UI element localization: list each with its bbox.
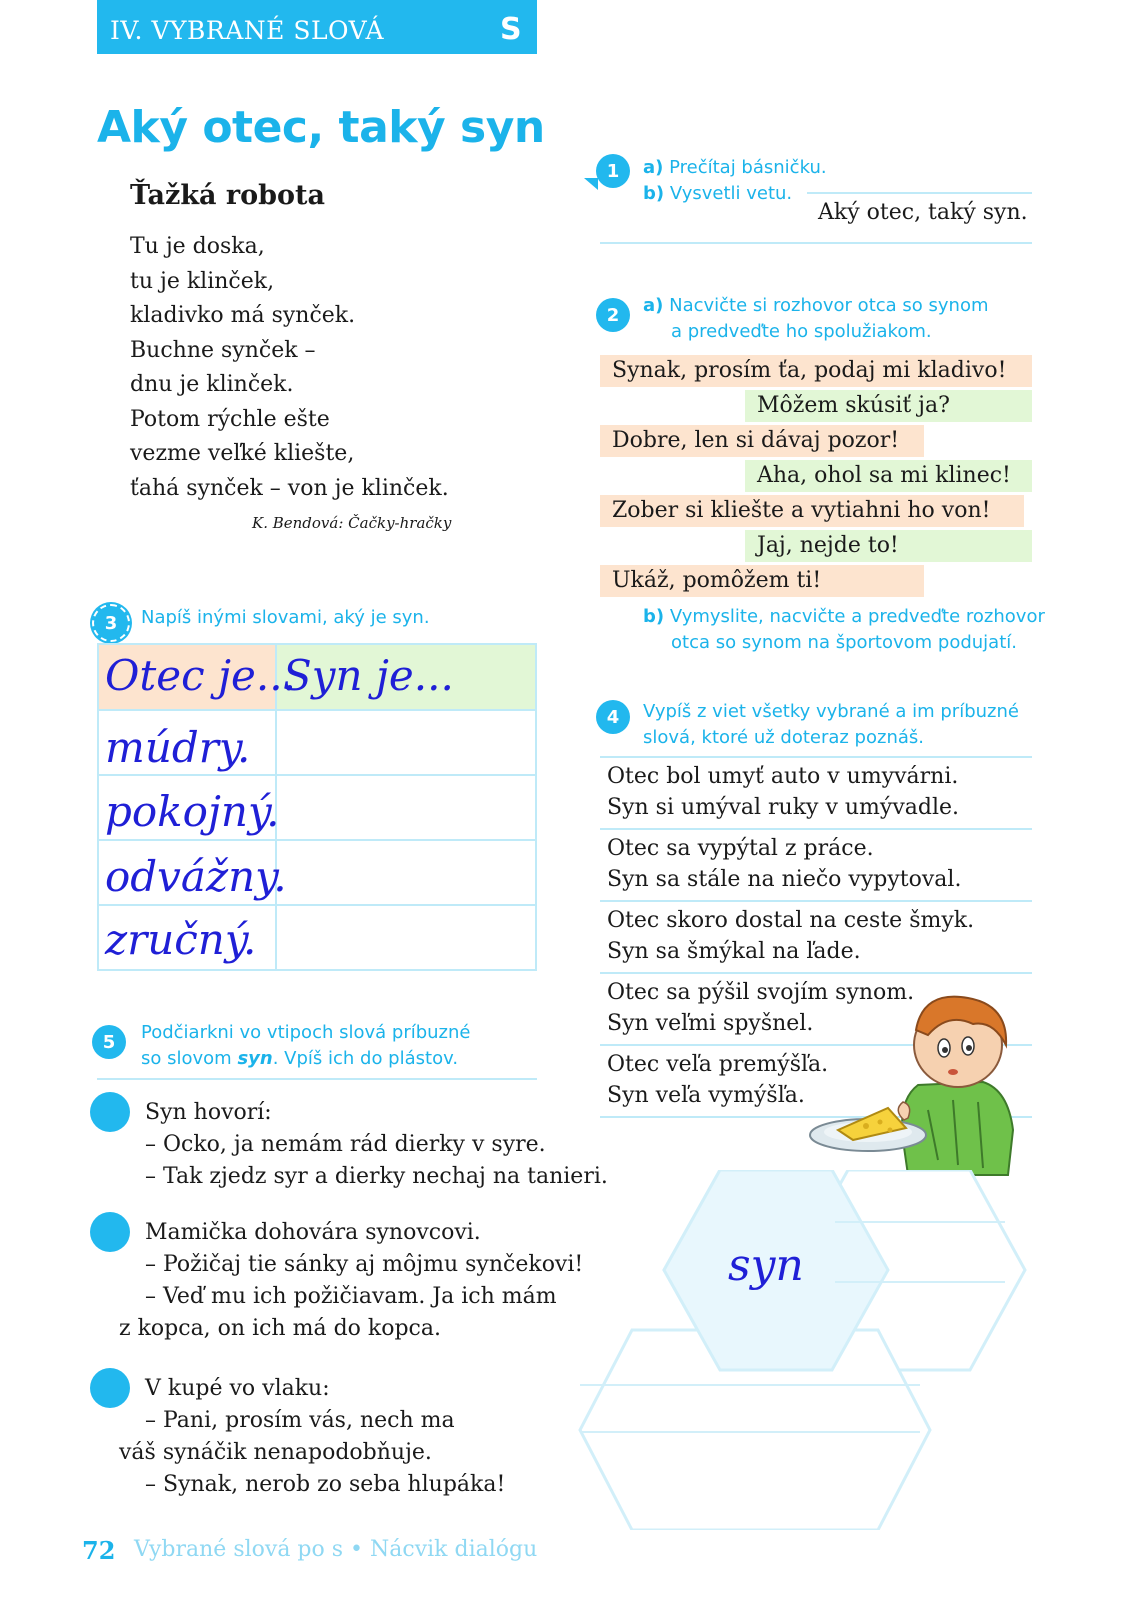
sentence-pair bbox=[607, 905, 974, 967]
answer-table bbox=[97, 643, 537, 971]
exercise-2b-instruction bbox=[643, 604, 1045, 656]
dialogue-son-line: Môžem skúsiť ja? bbox=[745, 390, 1032, 422]
answer-cell[interactable] bbox=[279, 711, 535, 774]
handwritten-word: zručný. bbox=[105, 915, 257, 964]
exercise-5-number: 5 bbox=[92, 1025, 126, 1059]
dialogue-father-line: Dobre, len si dávaj pozor! bbox=[600, 425, 924, 457]
exercise-5-instruction bbox=[141, 1020, 470, 1072]
sentence: Syn si umýval ruky v umývadle. bbox=[607, 795, 960, 820]
section-letter: S bbox=[500, 12, 522, 47]
text: so slovom bbox=[141, 1048, 238, 1069]
sentence: Otec sa pýšil svojím synom. bbox=[607, 980, 915, 1005]
answer-line[interactable] bbox=[600, 242, 1032, 244]
dialogue-father-line: Synak, prosím ťa, podaj mi kladivo! bbox=[600, 355, 1032, 387]
speech-bubble-tail-icon bbox=[584, 178, 598, 190]
joke-3 bbox=[119, 1373, 506, 1501]
poem-line: Potom rýchle ešte bbox=[130, 406, 330, 432]
joke-bullet-icon bbox=[90, 1092, 130, 1132]
exercise-1a-instruction bbox=[643, 155, 827, 181]
dialogue-father-line: Zober si kliešte a vytiahni ho von! bbox=[600, 495, 1024, 527]
honeycomb bbox=[570, 1170, 1032, 1530]
poem-line: Buchne synček – bbox=[130, 337, 316, 363]
joke-1 bbox=[145, 1097, 608, 1193]
exercise-1a-text: Prečítaj básničku. bbox=[669, 157, 827, 178]
poem-line: ťahá synček – von je klinček. bbox=[130, 475, 449, 501]
divider bbox=[97, 1078, 537, 1080]
honeycomb-word: syn bbox=[728, 1240, 804, 1291]
sentence: Otec veľa premýšľa. bbox=[607, 1052, 829, 1077]
divider bbox=[807, 192, 1032, 194]
answer-cell[interactable] bbox=[279, 841, 535, 904]
poem-line: tu je klinček, bbox=[130, 268, 275, 294]
label-a: a) bbox=[643, 295, 664, 316]
divider bbox=[600, 756, 1032, 758]
sentence: Syn veľmi spyšnel. bbox=[607, 1011, 814, 1036]
answer-line[interactable] bbox=[600, 900, 1032, 902]
exercise-3-number: 3 bbox=[92, 604, 130, 642]
answer-line[interactable] bbox=[600, 972, 1032, 974]
boy-with-cheese-illustration bbox=[808, 990, 1018, 1190]
joke-line: váš synáčik nenapodobňuje. bbox=[119, 1440, 432, 1465]
answer-cell[interactable] bbox=[279, 776, 535, 839]
exercise-2b-line: Vymyslite, nacvičte a predveďte rozhovor bbox=[669, 606, 1045, 627]
sentence-pair bbox=[607, 833, 961, 895]
sentence-pair bbox=[607, 1049, 828, 1111]
joke-line: V kupé vo vlaku: bbox=[145, 1376, 330, 1401]
exercise-4-number: 4 bbox=[596, 700, 630, 734]
joke-line: z kopca, on ich má do kopca. bbox=[119, 1316, 441, 1341]
exercise-2a-line: Nacvičte si rozhovor otca so synom bbox=[669, 295, 989, 316]
exercise-1b-instruction bbox=[643, 181, 792, 207]
page-title: Aký otec, taký syn bbox=[97, 102, 545, 153]
label-a: a) bbox=[643, 157, 664, 178]
joke-line: – Požičaj tie sánky aj môjmu synčekovi! bbox=[145, 1252, 584, 1277]
label-b: b) bbox=[643, 606, 665, 627]
sentence: Syn veľa vymýšľa. bbox=[607, 1083, 805, 1108]
joke-bullet-icon bbox=[90, 1368, 130, 1408]
dialogue-son-line: Aha, ohol sa mi klinec! bbox=[745, 460, 1032, 492]
joke-line: Syn hovorí: bbox=[145, 1100, 272, 1125]
answer-line[interactable] bbox=[600, 828, 1032, 830]
exercise-1b-text: Vysvetli vetu. bbox=[669, 183, 793, 204]
exercise-1-sentence: Aký otec, taký syn. bbox=[818, 200, 1028, 225]
poem-line: vezme veľké kliešte, bbox=[130, 441, 355, 466]
joke-line: – Pani, prosím vás, nech ma bbox=[145, 1408, 455, 1433]
exercise-2a-instruction bbox=[643, 293, 989, 345]
joke-bullet-icon bbox=[90, 1212, 130, 1252]
exercise-1-number: 1 bbox=[596, 154, 630, 188]
highlighted-word: syn bbox=[237, 1048, 273, 1069]
handwritten-word: odvážny. bbox=[105, 852, 287, 901]
poem-body bbox=[130, 230, 449, 506]
exercise-5-line: Podčiarkni vo vtipoch slová príbuzné bbox=[141, 1022, 471, 1043]
sentence: Otec bol umyť auto v umyvárni. bbox=[607, 764, 959, 789]
joke-line: – Tak zjedz syr a dierky nechaj na tanieri. bbox=[145, 1164, 608, 1189]
poem-title: Ťažká robota bbox=[130, 180, 326, 211]
father-column-header: Otec je... bbox=[105, 651, 296, 700]
sentence: Otec sa vypýtal z práce. bbox=[607, 836, 874, 861]
exercise-4-instruction bbox=[643, 699, 1019, 751]
text: . Vpíš ich do plástov. bbox=[272, 1048, 459, 1069]
poem-line: Tu je doska, bbox=[130, 234, 265, 259]
exercise-4-line: Vypíš z viet všetky vybrané a im príbuzné bbox=[643, 701, 1019, 722]
exercise-2-number: 2 bbox=[596, 298, 630, 332]
section-title: IV. VYBRANÉ SLOVÁ bbox=[110, 16, 385, 45]
handwritten-word: múdry. bbox=[105, 723, 251, 772]
sentence: Syn sa šmýkal na ľade. bbox=[607, 939, 861, 964]
sentence: Otec skoro dostal na ceste šmyk. bbox=[607, 908, 975, 933]
handwritten-word: pokojný. bbox=[105, 787, 280, 836]
exercise-3-instruction: Napíš inými slovami, aký je syn. bbox=[141, 607, 430, 628]
exercise-2b-line: otca so synom na športovom podujatí. bbox=[671, 632, 1017, 653]
joke-line: Mamička dohovára synovcovi. bbox=[145, 1220, 481, 1245]
joke-line: – Veď mu ich požičiavam. Ja ich mám bbox=[145, 1284, 557, 1309]
exercise-5-line bbox=[141, 1046, 470, 1072]
footer-text: Vybrané slová po s • Nácvik dialógu bbox=[134, 1537, 538, 1562]
label-b: b) bbox=[643, 183, 665, 204]
dialogue-son-line: Jaj, nejde to! bbox=[745, 530, 1032, 562]
answer-cell[interactable] bbox=[279, 906, 535, 969]
joke-line: – Ocko, ja nemám rád dierky v syre. bbox=[145, 1132, 546, 1157]
exercise-2a-line: a predveďte ho spolužiakom. bbox=[671, 321, 932, 342]
joke-2 bbox=[119, 1217, 584, 1345]
sentence-pair bbox=[607, 761, 959, 823]
page-number: 72 bbox=[82, 1536, 116, 1565]
exercise-4-line: slová, ktoré už doteraz poznáš. bbox=[643, 727, 924, 748]
sentence: Syn sa stále na niečo vypytoval. bbox=[607, 867, 962, 892]
dialogue-father-line: Ukáž, pomôžem ti! bbox=[600, 565, 924, 597]
poem-source: K. Bendová: Čačky-hračky bbox=[252, 514, 452, 532]
son-column-header: Syn je... bbox=[283, 651, 454, 700]
poem-line: kladivko má synček. bbox=[130, 303, 356, 328]
joke-line: – Synak, nerob zo seba hlupáka! bbox=[145, 1472, 506, 1497]
poem-line: dnu je klinček. bbox=[130, 372, 294, 397]
